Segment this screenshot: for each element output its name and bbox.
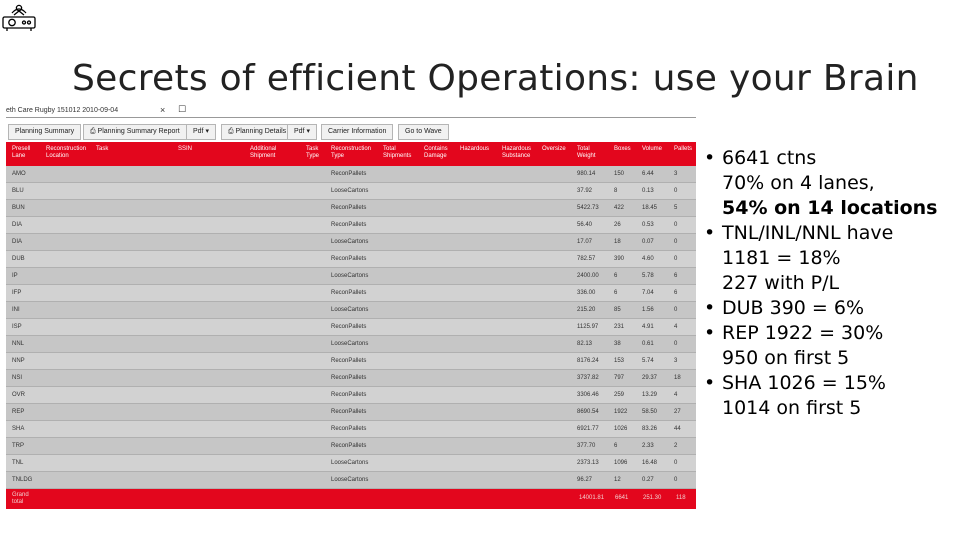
col-reconstruction-type[interactable]: Reconstruction Type <box>331 146 372 159</box>
print-icon: ⎙ <box>90 128 98 135</box>
table-row[interactable] <box>6 166 696 183</box>
cell-total-weight: 56.40 <box>577 222 593 228</box>
cell-pallets: 4 <box>674 324 678 330</box>
table-row[interactable] <box>6 200 696 217</box>
cell-presell-lane: DIA <box>12 239 23 245</box>
col-task-type[interactable]: Task Type <box>306 146 320 159</box>
planning-details-label: Planning Details <box>235 128 287 135</box>
grand-total-boxes: 6641 <box>615 495 629 501</box>
cell-pallets: 2 <box>674 443 678 449</box>
cell-total-weight: 782.57 <box>577 256 596 262</box>
col-hazardous-substance[interactable]: Hazardous Substance <box>502 146 532 159</box>
cell-total-weight: 37.92 <box>577 188 593 194</box>
bullet-line: 1014 on first 5 <box>722 397 862 419</box>
cell-pallets: 0 <box>674 239 678 245</box>
presenter-at-projector-icon <box>0 4 38 32</box>
table-row[interactable] <box>6 217 696 234</box>
bullet-list <box>704 146 954 421</box>
table-footer-total <box>6 489 696 509</box>
cell-total-weight: 377.70 <box>577 443 596 449</box>
col-presell-lane[interactable]: Presell Lane <box>12 146 31 159</box>
cell-reconstruction-type: ReconPallets <box>331 392 367 398</box>
cell-pallets: 0 <box>674 256 678 262</box>
breadcrumb-text: eth Care Rugby 151012 2010-09-04 <box>6 107 119 114</box>
cell-volume: 7.04 <box>642 290 654 296</box>
planning-summary-report-button[interactable] <box>83 124 187 140</box>
carrier-information-button[interactable]: Carrier Information <box>321 124 393 140</box>
pdf-label: Pdf <box>193 128 204 135</box>
cell-boxes: 422 <box>614 205 625 211</box>
planning-details-button[interactable] <box>221 124 293 140</box>
bullet-line: REP 1922 = 30% <box>722 322 884 344</box>
bullet-dot: • <box>704 372 716 394</box>
cell-boxes: 259 <box>614 392 625 398</box>
cell-volume: 0.07 <box>642 239 654 245</box>
chevron-down-icon: ▾ <box>304 128 310 135</box>
cell-volume: 16.48 <box>642 460 658 466</box>
cell-pallets: 6 <box>674 273 678 279</box>
cell-total-weight: 336.00 <box>577 290 596 296</box>
cell-pallets: 6 <box>674 290 678 296</box>
cell-total-weight: 3737.82 <box>577 375 599 381</box>
cell-reconstruction-type: ReconPallets <box>331 426 367 432</box>
bullet-item <box>704 296 954 321</box>
planning-summary-report-label: Planning Summary Report <box>97 128 180 135</box>
table-header <box>6 142 696 166</box>
cell-boxes: 150 <box>614 171 625 177</box>
table-row[interactable] <box>6 302 696 319</box>
bullet-line: 70% on 4 lanes, <box>722 172 875 194</box>
table-row[interactable] <box>6 387 696 404</box>
table-row[interactable] <box>6 285 696 302</box>
cell-volume: 13.29 <box>642 392 658 398</box>
cell-reconstruction-type: ReconPallets <box>331 375 367 381</box>
col-volume[interactable]: Volume <box>642 146 663 152</box>
cell-reconstruction-type: LooseCartons <box>331 477 369 483</box>
cell-presell-lane: NNP <box>12 358 25 364</box>
table-row[interactable] <box>6 251 696 268</box>
cell-volume: 18.45 <box>642 205 658 211</box>
cell-total-weight: 3306.46 <box>577 392 599 398</box>
cell-volume: 83.26 <box>642 426 658 432</box>
table-row[interactable] <box>6 438 696 455</box>
cell-pallets: 3 <box>674 171 678 177</box>
cell-volume: 5.78 <box>642 273 654 279</box>
cell-reconstruction-type: ReconPallets <box>331 171 367 177</box>
cell-boxes: 85 <box>614 307 621 313</box>
pdf-label: Pdf <box>294 128 305 135</box>
cell-volume: 1.56 <box>642 307 654 313</box>
cell-volume: 29.37 <box>642 375 658 381</box>
cell-pallets: 3 <box>674 358 678 364</box>
col-reconstruction-location[interactable]: Reconstruction Location <box>46 146 87 159</box>
cell-reconstruction-type: ReconPallets <box>331 324 367 330</box>
cell-volume: 0.61 <box>642 341 654 347</box>
cell-total-weight: 2373.13 <box>577 460 599 466</box>
col-task[interactable]: Task <box>96 146 109 152</box>
cell-pallets: 27 <box>674 409 681 415</box>
pdf-dropdown-button-2[interactable] <box>287 124 317 140</box>
bullet-line: SHA 1026 = 15% <box>722 372 886 394</box>
grand-total-pallets: 118 <box>676 495 686 501</box>
cell-presell-lane: REP <box>12 409 25 415</box>
cell-pallets: 5 <box>674 205 678 211</box>
cell-reconstruction-type: LooseCartons <box>331 239 369 245</box>
bullet-item <box>704 371 954 421</box>
cell-pallets: 18 <box>674 375 681 381</box>
cell-pallets: 44 <box>674 426 681 432</box>
bullet-line: 6641 ctns <box>722 147 817 169</box>
col-contains-damage[interactable]: Contains Damage <box>424 146 448 159</box>
slide-title: Secrets of efficient Operations: use your Brain <box>72 58 919 99</box>
cell-volume: 4.60 <box>642 256 654 262</box>
table-row[interactable] <box>6 336 696 353</box>
cell-total-weight: 1125.97 <box>577 324 599 330</box>
cell-total-weight: 8690.54 <box>577 409 599 415</box>
cell-presell-lane: DIA <box>12 222 23 228</box>
cell-reconstruction-type: LooseCartons <box>331 307 369 313</box>
cell-reconstruction-type: ReconPallets <box>331 222 367 228</box>
cell-reconstruction-type: ReconPallets <box>331 358 367 364</box>
cell-presell-lane: IP <box>12 273 18 279</box>
cell-pallets: 0 <box>674 307 678 313</box>
cell-boxes: 26 <box>614 222 621 228</box>
cell-reconstruction-type: ReconPallets <box>331 256 367 262</box>
table-row[interactable] <box>6 404 696 421</box>
cell-volume: 5.74 <box>642 358 654 364</box>
cell-boxes: 797 <box>614 375 625 381</box>
col-additional-shipment[interactable]: Additional Shipment <box>250 146 277 159</box>
table-row[interactable] <box>6 234 696 251</box>
cell-presell-lane: ISP <box>12 324 22 330</box>
cell-boxes: 390 <box>614 256 625 262</box>
cell-presell-lane: TNLDG <box>12 477 33 483</box>
cell-volume: 4.91 <box>642 324 654 330</box>
cell-presell-lane: SHA <box>12 426 25 432</box>
cell-pallets: 0 <box>674 188 678 194</box>
cell-pallets: 0 <box>674 341 678 347</box>
print-icon: ⎙ <box>228 128 236 135</box>
cell-boxes: 1026 <box>614 426 628 432</box>
table-row[interactable] <box>6 319 696 336</box>
table-row[interactable] <box>6 455 696 472</box>
cell-boxes: 6 <box>614 443 618 449</box>
cell-volume: 6.44 <box>642 171 654 177</box>
breadcrumb <box>6 104 696 118</box>
cell-pallets: 0 <box>674 460 678 466</box>
bullet-line: 227 with P/L <box>722 272 840 294</box>
cell-presell-lane: DUB <box>12 256 25 262</box>
cell-boxes: 6 <box>614 290 618 296</box>
cell-pallets: 4 <box>674 392 678 398</box>
bullet-dot: • <box>704 222 716 244</box>
cell-presell-lane: TNL <box>12 460 24 466</box>
bullet-line: DUB 390 = 6% <box>722 297 865 319</box>
cell-reconstruction-type: ReconPallets <box>331 205 367 211</box>
bullet-dot: • <box>704 322 716 344</box>
cell-presell-lane: INI <box>12 307 20 313</box>
cell-total-weight: 215.20 <box>577 307 596 313</box>
cell-boxes: 6 <box>614 273 618 279</box>
tab-planning-summary[interactable]: Planning Summary <box>8 124 81 140</box>
table-body <box>6 166 696 489</box>
col-oversize[interactable]: Oversize <box>542 146 566 152</box>
cell-total-weight: 2400.00 <box>577 273 599 279</box>
cell-total-weight: 5422.73 <box>577 205 599 211</box>
table-row[interactable] <box>6 353 696 370</box>
cell-presell-lane: NSI <box>12 375 23 381</box>
cell-boxes: 231 <box>614 324 625 330</box>
cell-volume: 0.13 <box>642 188 654 194</box>
cell-total-weight: 980.14 <box>577 171 596 177</box>
cell-pallets: 0 <box>674 222 678 228</box>
close-icon[interactable]: × <box>160 105 166 115</box>
cell-total-weight: 82.13 <box>577 341 593 347</box>
col-pallets[interactable]: Pallets <box>674 146 693 152</box>
cell-presell-lane: BLU <box>12 188 24 194</box>
table-row[interactable] <box>6 268 696 285</box>
cell-total-weight: 6921.77 <box>577 426 599 432</box>
cell-boxes: 18 <box>614 239 621 245</box>
chevron-down-icon: ▾ <box>203 128 209 135</box>
table-row[interactable] <box>6 421 696 438</box>
planning-summary-table <box>6 142 696 509</box>
cell-reconstruction-type: LooseCartons <box>331 273 369 279</box>
cell-total-weight: 96.27 <box>577 477 593 483</box>
cell-reconstruction-type: LooseCartons <box>331 460 369 466</box>
bullet-dot: • <box>704 147 716 169</box>
cell-reconstruction-type: ReconPallets <box>331 290 367 296</box>
cell-presell-lane: NNL <box>12 341 25 347</box>
checkbox-icon[interactable]: ☐ <box>178 104 187 114</box>
cell-pallets: 0 <box>674 477 678 483</box>
table-row[interactable] <box>6 183 696 200</box>
cell-presell-lane: TRP <box>12 443 24 449</box>
planning-summary-screenshot <box>6 104 696 512</box>
col-boxes[interactable]: Boxes <box>614 146 631 152</box>
cell-volume: 0.27 <box>642 477 654 483</box>
grand-total-volume: 251.30 <box>643 495 662 501</box>
bullet-item <box>704 221 954 296</box>
cell-reconstruction-type: LooseCartons <box>331 188 369 194</box>
cell-presell-lane: OVR <box>12 392 26 398</box>
cell-boxes: 12 <box>614 477 621 483</box>
bullet-item <box>704 321 954 371</box>
cell-reconstruction-type: ReconPallets <box>331 409 367 415</box>
col-ssin[interactable]: SSIN <box>178 146 193 152</box>
cell-boxes: 1096 <box>614 460 628 466</box>
cell-boxes: 153 <box>614 358 625 364</box>
cell-presell-lane: AMO <box>12 171 26 177</box>
grand-total-weight: 14001.81 <box>579 495 605 501</box>
bullet-dot: • <box>704 297 716 319</box>
col-total-shipments[interactable]: Total Shipments <box>383 146 412 159</box>
bullet-line: 54% on 14 locations <box>722 197 938 219</box>
cell-boxes: 1922 <box>614 409 628 415</box>
table-row[interactable] <box>6 472 696 489</box>
cell-presell-lane: BUN <box>12 205 25 211</box>
bullet-line: TNL/INL/NNL have <box>722 222 894 244</box>
col-hazardous[interactable]: Hazardous <box>460 146 490 152</box>
go-to-wave-button[interactable]: Go to Wave <box>398 124 449 140</box>
cell-volume: 58.50 <box>642 409 658 415</box>
cell-reconstruction-type: ReconPallets <box>331 443 367 449</box>
cell-boxes: 38 <box>614 341 621 347</box>
bullet-line: 1181 = 18% <box>722 247 841 269</box>
cell-presell-lane: IFP <box>12 290 22 296</box>
cell-volume: 2.33 <box>642 443 654 449</box>
cell-volume: 0.53 <box>642 222 654 228</box>
bullet-item <box>704 146 954 221</box>
grand-total-label: Grand total <box>12 492 29 505</box>
cell-boxes: 8 <box>614 188 618 194</box>
cell-total-weight: 8176.24 <box>577 358 599 364</box>
col-total-weight[interactable]: Total Weight <box>577 146 596 159</box>
table-row[interactable] <box>6 370 696 387</box>
divider <box>6 117 696 118</box>
bullet-line: 950 on first 5 <box>722 347 850 369</box>
pdf-dropdown-button[interactable] <box>186 124 216 140</box>
cell-total-weight: 17.07 <box>577 239 593 245</box>
cell-reconstruction-type: LooseCartons <box>331 341 369 347</box>
